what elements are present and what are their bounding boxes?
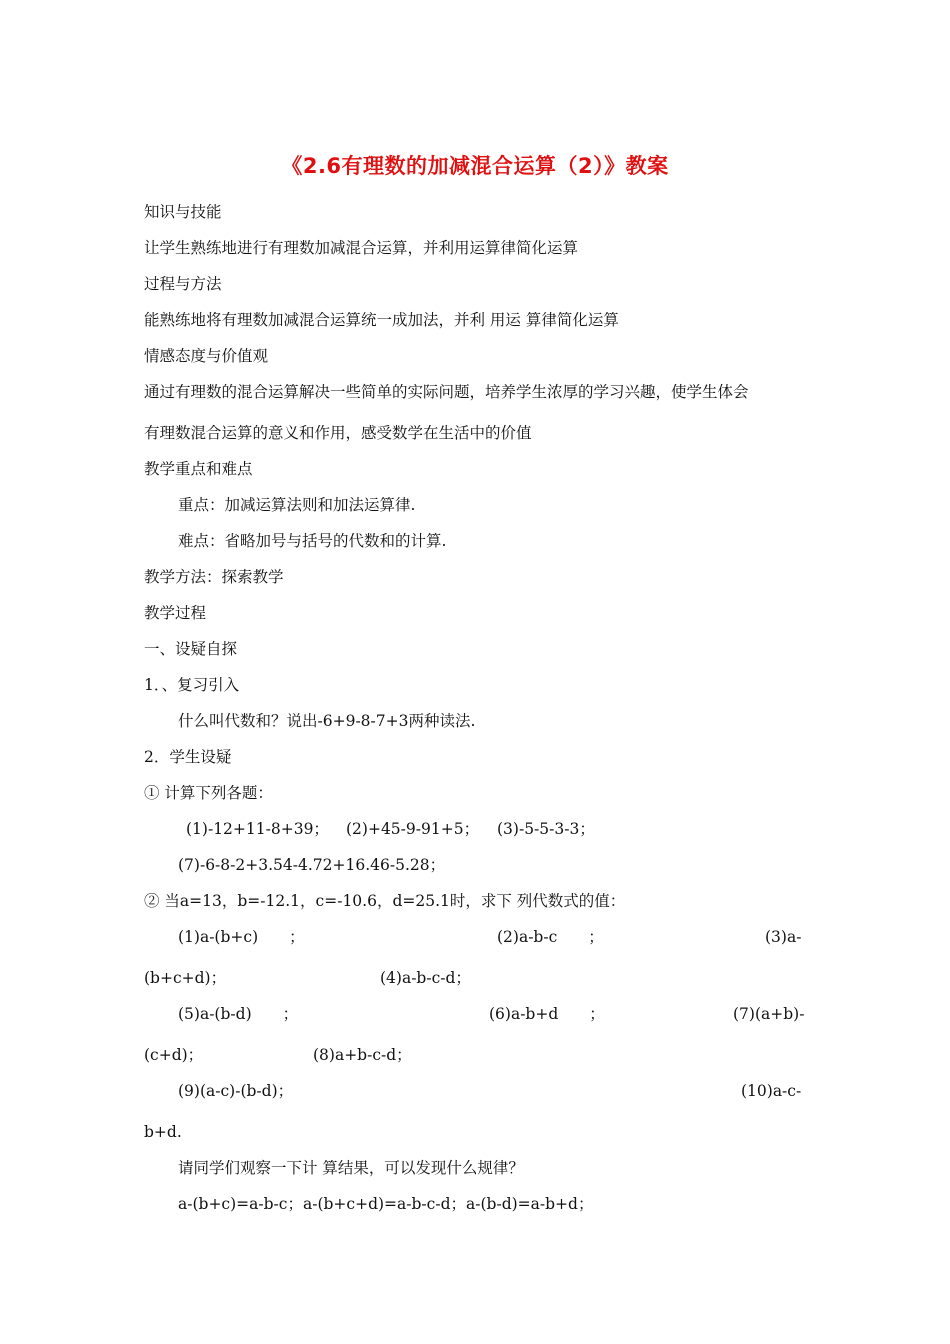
paragraph: 能熟练地将有理数加减混合运算统一成加法，并利 用运 算律简化运算 [144,311,619,329]
paragraph: 什么叫代数和？说出-6+9-8-7+3两种读法. [178,712,476,730]
exercise-item: (2)+45-9-91+5； [346,820,480,838]
exercise-heading: ① 计算下列各题： [144,784,273,802]
exercise-item: b+d. [144,1123,182,1141]
key-point: 重点：加减运算法则和加法运算律. [178,496,416,514]
exercise-item: (6)a-b+d ； [489,1005,605,1023]
exercise-item: (3)a- [765,928,802,946]
paragraph: 让学生熟练地进行有理数加减混合运算，并利用运算律简化运算 [144,239,579,257]
exercise-heading: ② 当a=13，b=-12.1，c=-10.6，d=25.1时，求下 列代数式的值： [144,892,626,910]
exercise-item: (b+c+d)； [144,969,227,987]
exercise-item: (5)a-(b-d) ； [178,1005,299,1023]
exercise-item: (7)(a+b)- [733,1005,805,1023]
heading-key-points: 教学重点和难点 [144,460,253,478]
exercise-item: (9)(a-c)-(b-d)； [178,1082,294,1100]
heading-attitude-values: 情感态度与价值观 [144,347,269,365]
exercise-item: (1)a-(b+c) ； [178,928,305,946]
exercise-item: (c+d)； [144,1046,204,1064]
exercise-item: (7)-6-8-2+3.54-4.72+16.46-5.28； [178,856,446,874]
heading-process-method: 过程与方法 [144,275,222,293]
exercise-item: (3)-5-5-3-3； [497,820,595,838]
heading-teaching-process: 教学过程 [144,604,207,622]
formula-line: a-(b+c)=a-b-c；a-(b+c+d)=a-b-c-d；a-(b-d)=a-b+d； [178,1195,594,1213]
exercise-item: (2)a-b-c ； [497,928,604,946]
heading-knowledge-skills: 知识与技能 [144,203,222,221]
exercise-item: (1)-12+11-8+39； [186,820,329,838]
exercise-item: (10)a-c- [741,1082,802,1100]
paragraph: 通过有理数的混合运算解决一些简单的实际问题，培养学生浓厚的学习兴趣，使学生体会 [144,383,749,401]
teaching-method: 教学方法：探索教学 [144,568,284,586]
difficult-point: 难点：省略加号与括号的代数和的计算. [178,532,447,550]
subsection-heading: 2．学生设疑 [144,748,232,766]
subsection-heading: 1．、复习引入 [144,676,240,694]
paragraph: 请同学们观察一下计 算结果，可以发现什么规律？ [178,1159,524,1177]
paragraph: 有理数混合运算的意义和作用，感受数学在生活中的价值 [144,424,532,442]
document-title: 《2.6有理数的加减混合运算（2）》教案 [281,154,669,178]
section-heading: 一、设疑自探 [144,640,238,658]
exercise-item: (8)a+b-c-d； [313,1046,412,1064]
exercise-item: (4)a-b-c-d； [380,969,471,987]
